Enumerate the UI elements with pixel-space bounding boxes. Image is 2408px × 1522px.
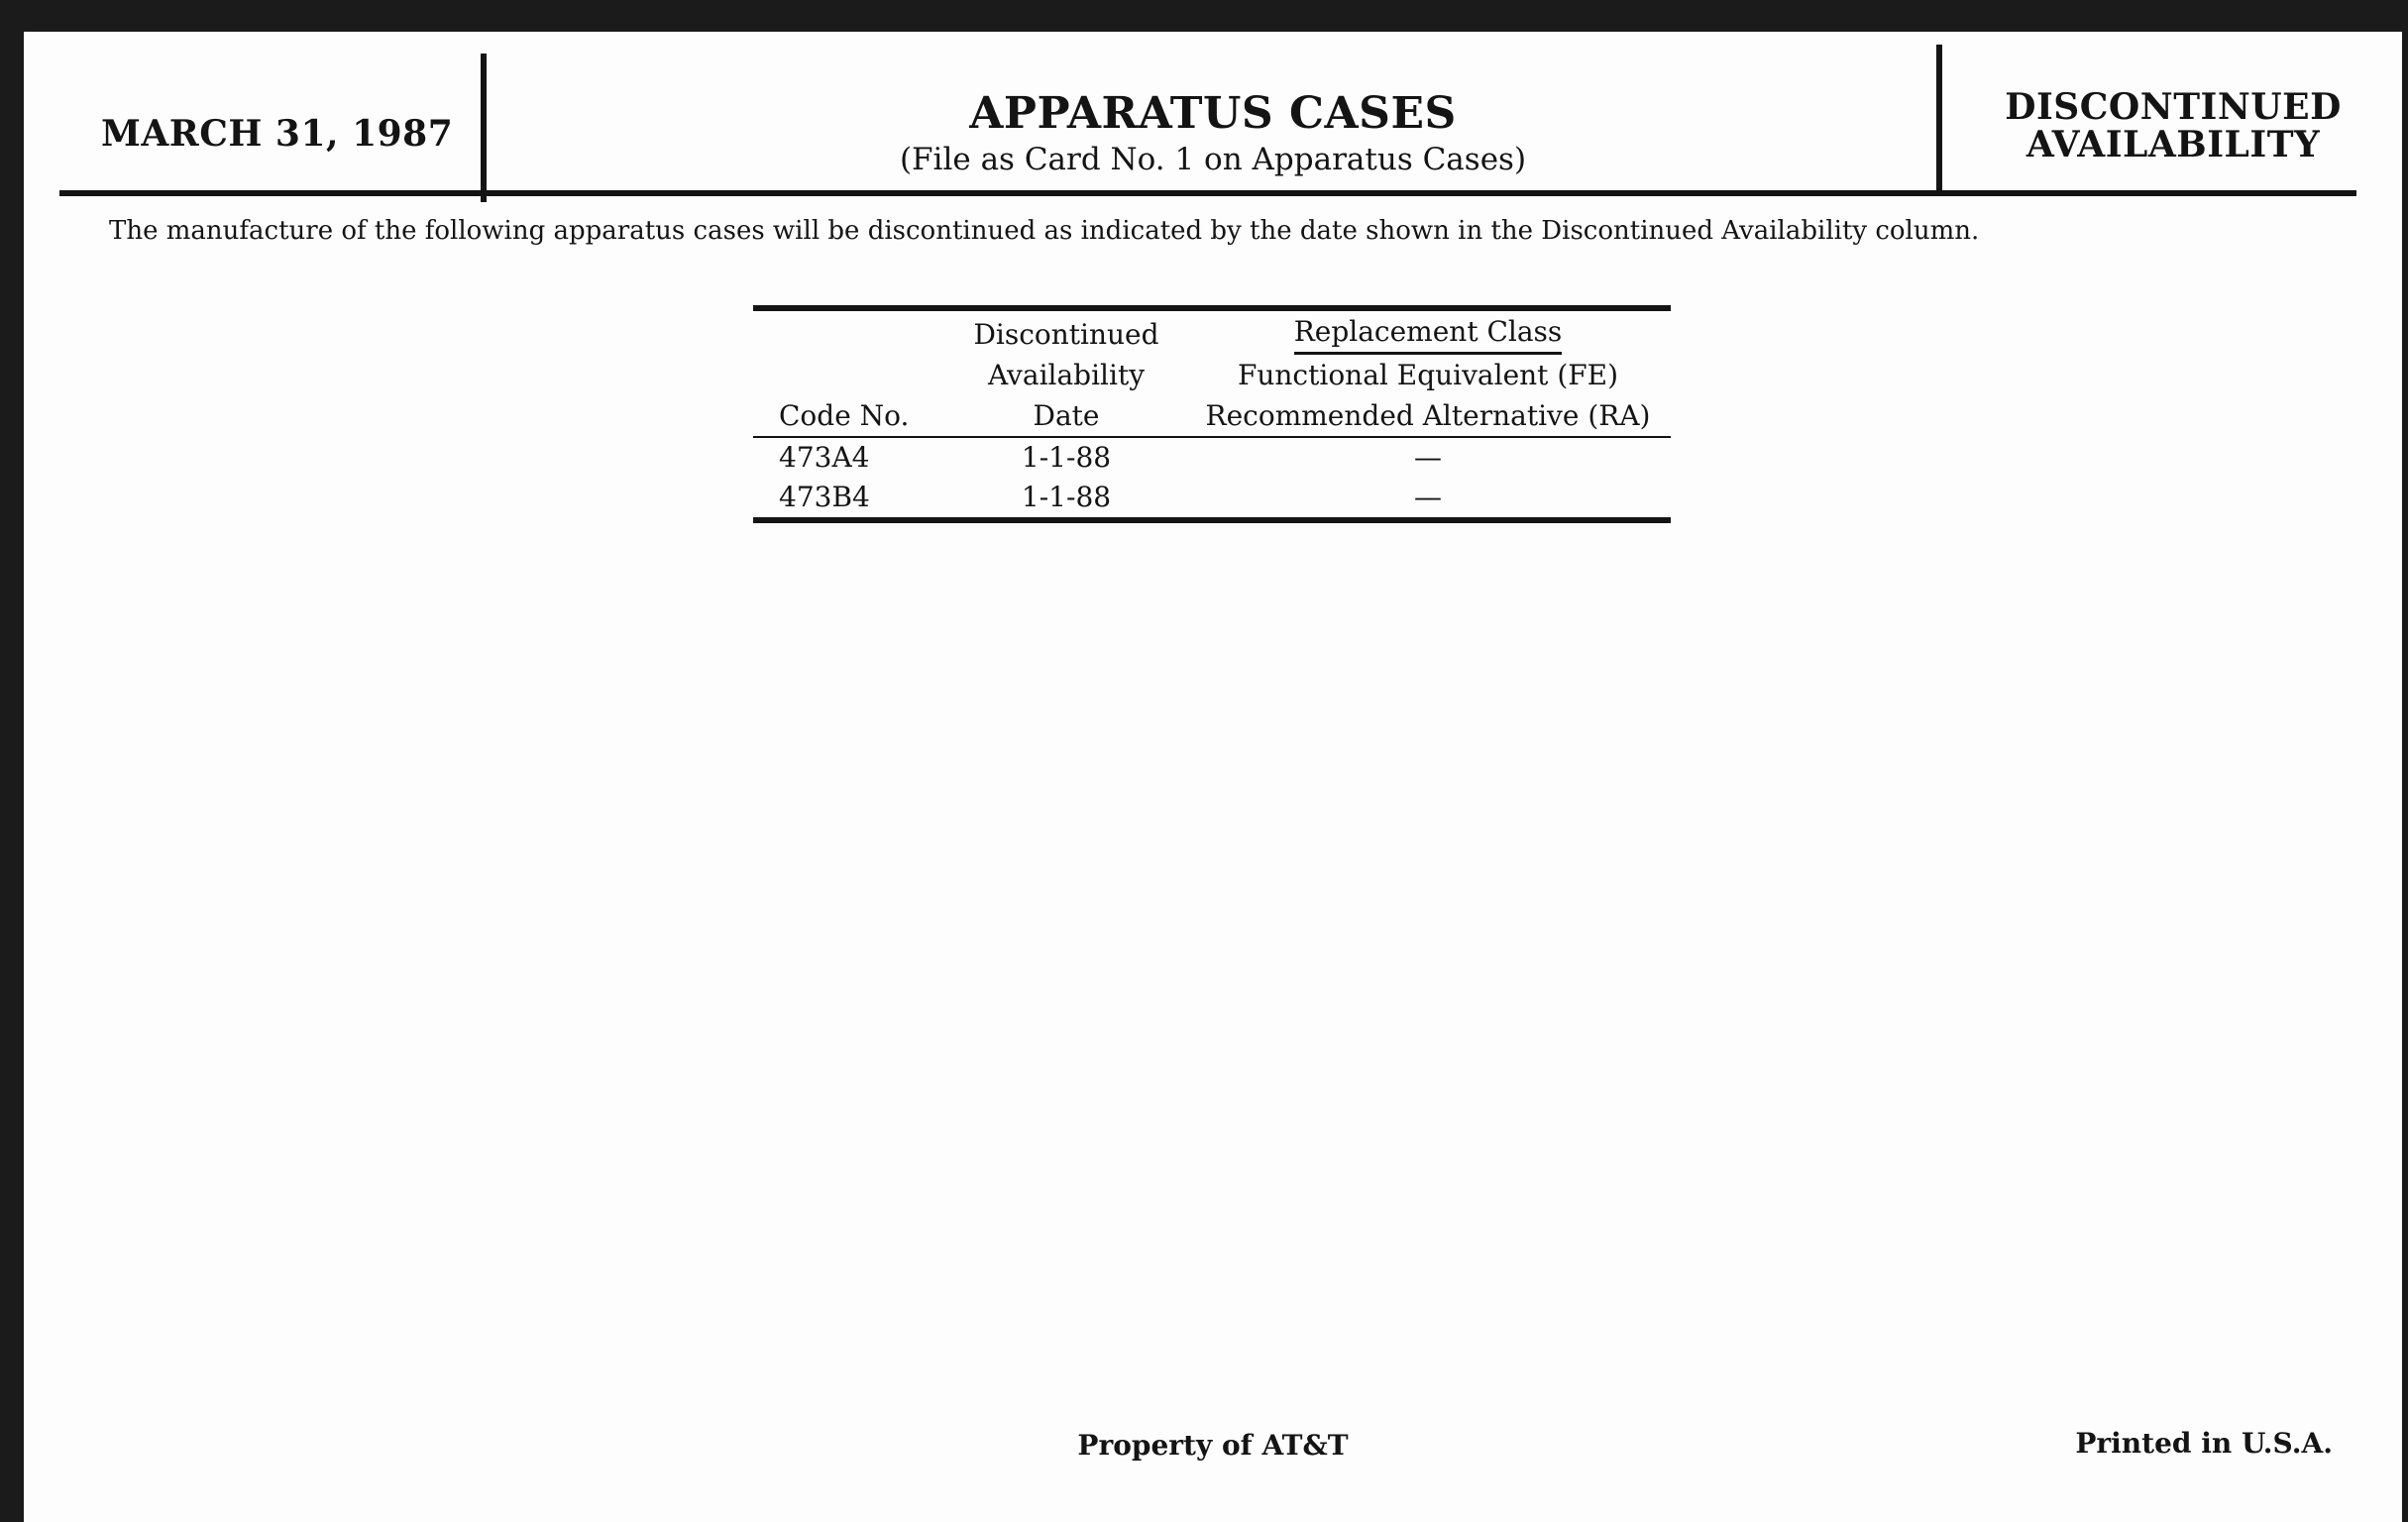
intro-paragraph: The manufacture of the following apparatus cases will be discontinued as indicated by the date shown in the Discontinued Availability column. [109, 216, 1980, 246]
cell-code: 473B4 [779, 481, 870, 513]
page-title: APPARATUS CASES [969, 88, 1457, 139]
table-row [753, 478, 1671, 517]
header-replacement-line-3: Recommended Alternative (RA) [1205, 399, 1651, 432]
cell-replacement: — [1414, 441, 1442, 474]
discontinued-table-body [753, 438, 1671, 517]
category-label [1950, 88, 2396, 163]
header-divider-left [481, 54, 487, 202]
header-code [753, 311, 947, 436]
cell-code: 473A4 [779, 441, 870, 474]
table-row [753, 438, 1671, 478]
footer-printed: Printed in U.S.A. [2075, 1427, 2333, 1460]
table-header-row [753, 311, 1671, 436]
header-code-label: Code No. [779, 399, 910, 432]
header-date-line-2: Availability [987, 359, 1146, 391]
header-center [499, 89, 1926, 178]
header-replacement-line-1: Replacement Class [1294, 314, 1563, 355]
footer-property: Property of AT&T [1077, 1429, 1349, 1462]
header-date-line-1: Discontinued [973, 318, 1159, 351]
category-line-1: DISCONTINUED [2005, 86, 2342, 128]
discontinued-table-grid [753, 311, 1671, 436]
header-divider-right [1936, 45, 1942, 193]
header-rule [59, 190, 2356, 196]
header-date-line-3: Date [1033, 399, 1100, 432]
table-bottom-rule [753, 517, 1671, 523]
catalog-card [24, 32, 2402, 1522]
category-line-2: AVAILABILITY [2025, 124, 2321, 165]
discontinued-table [753, 305, 1671, 523]
page-subtitle: (File as Card No. 1 on Apparatus Cases) [899, 142, 1527, 177]
header-replacement [1185, 311, 1671, 436]
header-date [947, 311, 1185, 436]
issue-date: MARCH 31, 1987 [101, 113, 454, 155]
cell-replacement: — [1414, 481, 1442, 513]
cell-date: 1-1-88 [1021, 481, 1112, 513]
cell-date: 1-1-88 [1021, 441, 1112, 474]
header-replacement-line-2: Functional Equivalent (FE) [1237, 359, 1619, 391]
